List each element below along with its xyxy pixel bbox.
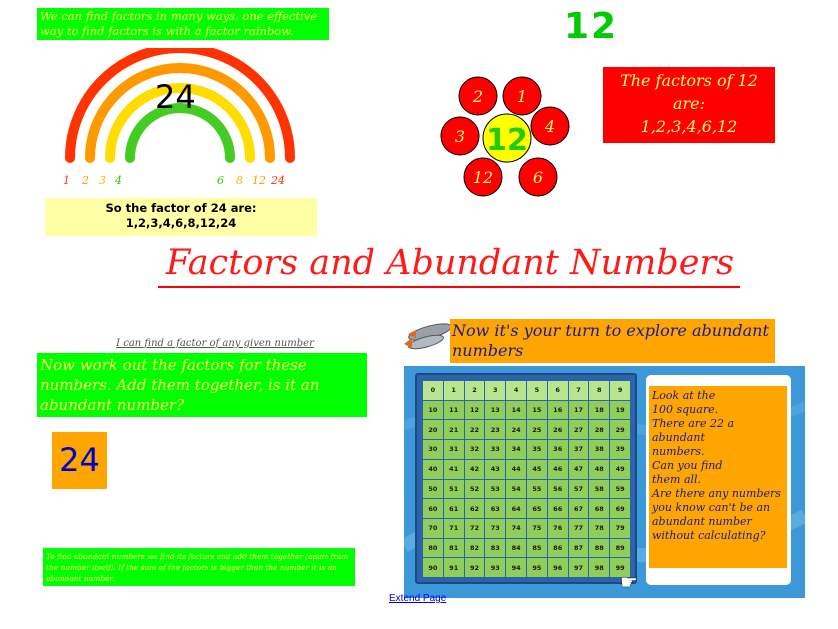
hundred-square-cell[interactable]: 35 bbox=[527, 440, 547, 459]
hundred-square-cell[interactable]: 96 bbox=[548, 558, 568, 577]
hundred-square-cell[interactable]: 68 bbox=[589, 499, 609, 518]
flower-center-label: 12 bbox=[486, 123, 528, 158]
panel-instruction-line: Can you find bbox=[652, 459, 723, 472]
hundred-square-cell[interactable]: 99 bbox=[610, 558, 630, 577]
hundred-square-cell[interactable]: 40 bbox=[423, 460, 443, 479]
hundred-square-cell[interactable]: 32 bbox=[465, 440, 485, 459]
hundred-square-cell[interactable]: 25 bbox=[527, 420, 547, 439]
flower-petal-label: 2 bbox=[472, 87, 484, 106]
hundred-square-cell[interactable]: 81 bbox=[444, 539, 464, 558]
hundred-square-cell[interactable]: 15 bbox=[527, 401, 547, 420]
hundred-square-cell[interactable]: 90 bbox=[423, 558, 443, 577]
hundred-square-cell[interactable]: 1 bbox=[444, 381, 464, 400]
hundred-square-cell[interactable]: 94 bbox=[506, 558, 526, 577]
flower-petal-label: 4 bbox=[544, 117, 556, 136]
hundred-square-cell[interactable]: 56 bbox=[548, 480, 568, 499]
rainbow-factor-label: 12 bbox=[252, 174, 266, 187]
hundred-square-cell[interactable]: 30 bbox=[423, 440, 443, 459]
hundred-square-cell[interactable]: 49 bbox=[610, 460, 630, 479]
hundred-square-cell[interactable]: 3 bbox=[485, 381, 505, 400]
hundred-square-cell[interactable]: 86 bbox=[548, 539, 568, 558]
abundant-explanation-box bbox=[43, 548, 355, 586]
intro-text-box bbox=[37, 8, 329, 40]
rainbow-factor-label: 24 bbox=[271, 174, 285, 187]
hundred-square-cell[interactable]: 9 bbox=[610, 381, 630, 400]
panel-instruction-line: Are there any numbers bbox=[652, 487, 781, 500]
hundred-square-cell[interactable]: 29 bbox=[610, 420, 630, 439]
hundred-square-cell[interactable]: 17 bbox=[569, 401, 589, 420]
rainbow-factor-label: 3 bbox=[99, 174, 106, 187]
hundred-square-cell[interactable]: 8 bbox=[589, 381, 609, 400]
rocket-icon bbox=[400, 320, 456, 352]
panel-instructions bbox=[649, 386, 787, 568]
hundred-square-cell[interactable]: 82 bbox=[465, 539, 485, 558]
hundred-square-cell[interactable]: 83 bbox=[485, 539, 505, 558]
hundred-square-cell[interactable]: 33 bbox=[485, 440, 505, 459]
hundred-square-cell[interactable]: 18 bbox=[589, 401, 609, 420]
factors-12-line2: are: bbox=[672, 94, 706, 113]
hundred-square-cell[interactable]: 14 bbox=[506, 401, 526, 420]
intro-text: We can find factors in many ways, one effective way to find factors is with a factor rainbow. bbox=[40, 9, 318, 38]
hundred-square-cell[interactable]: 34 bbox=[506, 440, 526, 459]
hundred-square-cell[interactable]: 78 bbox=[589, 519, 609, 538]
hundred-square-cell[interactable]: 47 bbox=[569, 460, 589, 479]
factor-flower bbox=[440, 74, 575, 204]
hundred-square-cell[interactable]: 20 bbox=[423, 420, 443, 439]
panel-instruction-line: them all. bbox=[652, 473, 702, 486]
hundred-square-cell[interactable]: 43 bbox=[485, 460, 505, 479]
flower-petal-label: 12 bbox=[472, 168, 494, 187]
hundred-square-cell[interactable]: 2 bbox=[465, 381, 485, 400]
hundred-square-cell[interactable]: 62 bbox=[465, 499, 485, 518]
flower-petal-label: 6 bbox=[532, 168, 544, 187]
hundred-square-cell[interactable]: 4 bbox=[506, 381, 526, 400]
rainbow-graphic bbox=[55, 48, 305, 198]
hundred-square-cell[interactable]: 79 bbox=[610, 519, 630, 538]
page-title: Factors and Abundant Numbers bbox=[165, 243, 735, 283]
factor-24-box bbox=[45, 198, 317, 236]
factor-24-heading: So the factor of 24 are: bbox=[105, 201, 257, 215]
panel-instruction-line: numbers. bbox=[652, 445, 705, 458]
hundred-square-cell[interactable]: 10 bbox=[423, 401, 443, 420]
explore-heading-box bbox=[450, 319, 775, 363]
hundred-square-panel bbox=[404, 366, 805, 598]
hundred-square-cell[interactable]: 26 bbox=[548, 420, 568, 439]
hundred-square-cell[interactable]: 52 bbox=[465, 480, 485, 499]
number-card[interactable]: 24 bbox=[52, 432, 107, 489]
rainbow-factor-label: 2 bbox=[82, 174, 89, 187]
factor-rainbow bbox=[55, 48, 305, 198]
panel-instruction-line: 100 square. bbox=[652, 403, 719, 416]
hundred-square-cell[interactable]: 65 bbox=[527, 499, 547, 518]
hundred-square-cell[interactable]: 6 bbox=[548, 381, 568, 400]
hundred-square-cell[interactable]: 93 bbox=[485, 558, 505, 577]
hundred-square-cell[interactable]: 13 bbox=[485, 401, 505, 420]
hundred-square-cell[interactable]: 95 bbox=[527, 558, 547, 577]
abundant-explanation-text: To find abundant numbers we find its factors and add them together (apart from the number itself). If the sum of the factors is bigger than the number it is an abundant number. bbox=[46, 552, 349, 583]
hundred-square-cell[interactable]: 70 bbox=[423, 519, 443, 538]
hundred-square-cell[interactable]: 31 bbox=[444, 440, 464, 459]
rainbow-factor-label: 8 bbox=[236, 174, 243, 187]
hundred-square-cell[interactable]: 91 bbox=[444, 558, 464, 577]
factor-24-list: 1,2,3,4,6,8,12,24 bbox=[125, 216, 237, 230]
hundred-square-frame bbox=[415, 373, 637, 584]
panel-instruction-line: abundant bbox=[652, 431, 705, 444]
hundred-square-cell[interactable]: 74 bbox=[506, 519, 526, 538]
hundred-square-cell[interactable]: 7 bbox=[569, 381, 589, 400]
flower-petal-label: 1 bbox=[516, 87, 528, 106]
hundred-square-cell[interactable]: 88 bbox=[589, 539, 609, 558]
hundred-square-grid bbox=[423, 381, 630, 577]
hundred-square-cell[interactable]: 73 bbox=[485, 519, 505, 538]
hundred-square-cell[interactable]: 48 bbox=[589, 460, 609, 479]
hundred-square-cell[interactable]: 16 bbox=[548, 401, 568, 420]
flower-graphic bbox=[440, 74, 575, 204]
panel-instruction-line: you know can't be an bbox=[652, 501, 771, 514]
rainbow-factor-label: 4 bbox=[115, 174, 122, 187]
explore-heading-text: Now it's your turn to explore abundant numbers bbox=[452, 321, 769, 360]
hundred-square-cell[interactable]: 80 bbox=[423, 539, 443, 558]
panel-instruction-line: without calculating? bbox=[652, 529, 766, 542]
panel-instruction-line: There are 22 a bbox=[652, 417, 735, 430]
hundred-square-cell[interactable]: 63 bbox=[485, 499, 505, 518]
hundred-square-cell[interactable]: 42 bbox=[465, 460, 485, 479]
hundred-square-cell[interactable]: 87 bbox=[569, 539, 589, 558]
factors-12-line1: The factors of 12 bbox=[620, 71, 758, 90]
hundred-square-cell[interactable]: 77 bbox=[569, 519, 589, 538]
hundred-square-cell[interactable]: 0 bbox=[423, 381, 443, 400]
rainbow-factor-label: 1 bbox=[63, 174, 70, 187]
hundred-square-cell[interactable]: 76 bbox=[548, 519, 568, 538]
big-number-12: 12 bbox=[564, 6, 619, 47]
task-text: Now work out the factors for these numbers. Add them together, is it an abundant number? bbox=[40, 356, 320, 414]
panel-instruction-line: abundant number bbox=[652, 515, 752, 528]
hundred-square-cell[interactable]: 19 bbox=[610, 401, 630, 420]
hundred-square-cell[interactable]: 57 bbox=[569, 480, 589, 499]
hundred-square-cell[interactable]: 92 bbox=[465, 558, 485, 577]
pointer-hand-icon[interactable]: ☛ bbox=[620, 570, 638, 594]
hundred-square-cell[interactable]: 54 bbox=[506, 480, 526, 499]
hundred-square-cell[interactable]: 39 bbox=[610, 440, 630, 459]
hundred-square-cell[interactable]: 58 bbox=[589, 480, 609, 499]
hundred-square-cell[interactable]: 69 bbox=[610, 499, 630, 518]
hundred-square-cell[interactable]: 44 bbox=[506, 460, 526, 479]
hundred-square-cell[interactable]: 97 bbox=[569, 558, 589, 577]
hundred-square-cell[interactable]: 23 bbox=[485, 420, 505, 439]
hundred-square-cell[interactable]: 21 bbox=[444, 420, 464, 439]
hundred-square-cell[interactable]: 45 bbox=[527, 460, 547, 479]
hundred-square-cell[interactable]: 22 bbox=[465, 420, 485, 439]
hundred-square-cell[interactable]: 37 bbox=[569, 440, 589, 459]
hundred-square-cell[interactable]: 27 bbox=[569, 420, 589, 439]
hundred-square-cell[interactable]: 72 bbox=[465, 519, 485, 538]
hundred-square-cell[interactable]: 61 bbox=[444, 499, 464, 518]
hundred-square-cell[interactable]: 59 bbox=[610, 480, 630, 499]
hundred-square-cell[interactable]: 67 bbox=[569, 499, 589, 518]
hundred-square-cell[interactable]: 98 bbox=[589, 558, 609, 577]
hundred-square-cell[interactable]: 60 bbox=[423, 499, 443, 518]
hundred-square-cell[interactable]: 75 bbox=[527, 519, 547, 538]
hundred-square-cell[interactable]: 28 bbox=[589, 420, 609, 439]
task-box bbox=[37, 353, 367, 417]
panel-instruction-line: Look at the bbox=[652, 389, 716, 402]
learning-objective: I can find a factor of any given number bbox=[116, 338, 314, 349]
hundred-square-cell[interactable]: 85 bbox=[527, 539, 547, 558]
hundred-square-cell[interactable]: 84 bbox=[506, 539, 526, 558]
hundred-square-cell[interactable]: 53 bbox=[485, 480, 505, 499]
hundred-square-cell[interactable]: 55 bbox=[527, 480, 547, 499]
hundred-square-cell[interactable]: 64 bbox=[506, 499, 526, 518]
hundred-square-cell[interactable]: 51 bbox=[444, 480, 464, 499]
hundred-square-cell[interactable]: 41 bbox=[444, 460, 464, 479]
extend-page-link[interactable]: Extend Page bbox=[389, 593, 447, 604]
hundred-square-cell[interactable]: 71 bbox=[444, 519, 464, 538]
factors-12-box bbox=[603, 67, 775, 143]
factors-12-line3: 1,2,3,4,6,12 bbox=[640, 117, 738, 136]
flower-petal-label: 3 bbox=[454, 127, 466, 146]
hundred-square-cell[interactable]: 50 bbox=[423, 480, 443, 499]
hundred-square-cell[interactable]: 12 bbox=[465, 401, 485, 420]
title-underline bbox=[158, 286, 740, 288]
hundred-square-cell[interactable]: 38 bbox=[589, 440, 609, 459]
hundred-square-cell[interactable]: 36 bbox=[548, 440, 568, 459]
rainbow-factor-label: 6 bbox=[217, 174, 224, 187]
hundred-square-cell[interactable]: 46 bbox=[548, 460, 568, 479]
hundred-square-cell[interactable]: 5 bbox=[527, 381, 547, 400]
hundred-square-cell[interactable]: 11 bbox=[444, 401, 464, 420]
hundred-square-cell[interactable]: 24 bbox=[506, 420, 526, 439]
hundred-square-cell[interactable]: 66 bbox=[548, 499, 568, 518]
hundred-square-cell[interactable]: 89 bbox=[610, 539, 630, 558]
rainbow-number: 24 bbox=[155, 78, 196, 116]
